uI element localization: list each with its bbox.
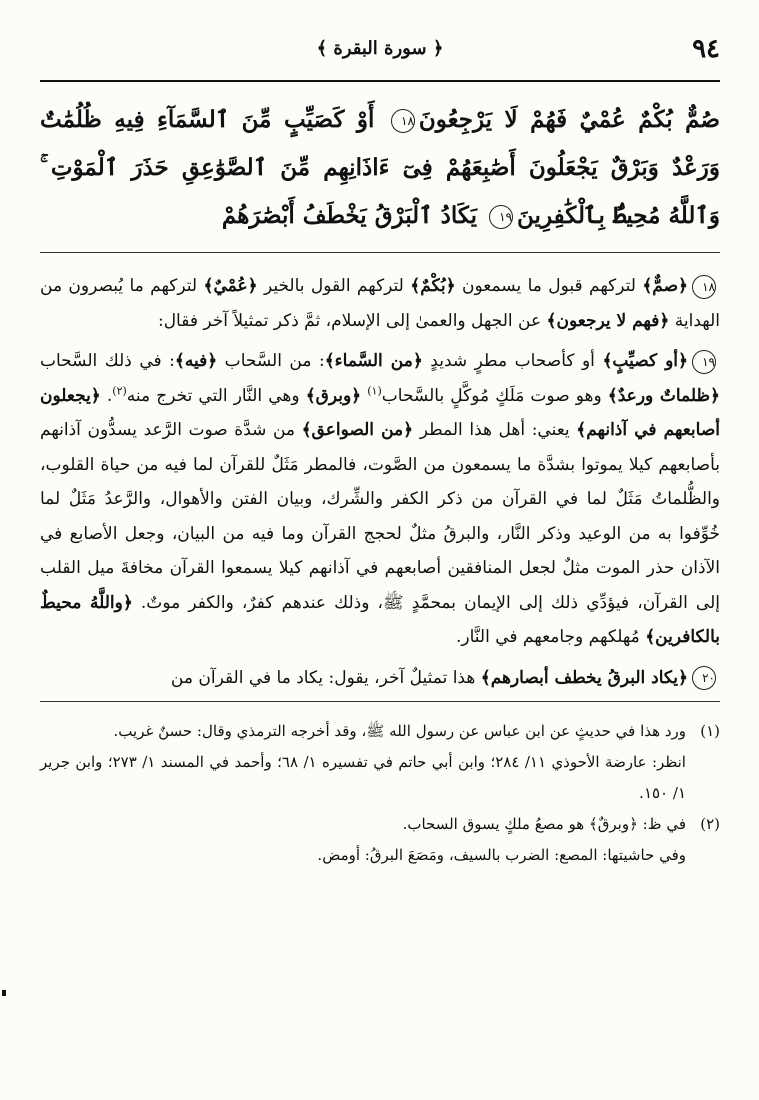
verse-number-marker: ١٨	[391, 109, 415, 133]
commentary-text: لتركهم القول بالخير	[257, 276, 411, 296]
page-number: ٩٤	[692, 34, 720, 64]
footnote-text: في ظ: ﴿وبرقٌ﴾ هو مصعُ ملكٍ يسوق السحاب.	[402, 815, 686, 833]
footnote-reference: (١)	[367, 383, 382, 397]
commentary-text: : من السَّحاب	[217, 351, 325, 371]
footnote-row	[40, 840, 720, 871]
footnote-row	[40, 809, 720, 840]
commentary-text: مُهلكهم وجامعهم في النَّار.	[455, 627, 646, 647]
quoted-verse-phrase: ﴿يكاد البرقُ يخطف أبصارهم﴾	[480, 667, 688, 688]
footnote-number: (٢)	[700, 815, 720, 833]
commentary-text: عن الجهل والعمىٰ إلى الإسلام، ثمَّ ذكر تمثيلاً آخر فقال:	[157, 310, 547, 331]
commentary-paragraph	[40, 269, 720, 338]
footnote-text: انظر: عارضة الأحوذي ١١/ ٢٨٤؛ وابن أبي حاتم في تفسيره ١/ ٦٨؛ وأحمد في المسند ١/ ٢٧٣؛ وابن جرير ١/ ١٥٠.	[40, 753, 686, 802]
quoted-verse-phrase: ﴿وبرق﴾	[305, 385, 362, 406]
commentary-text: من شدَّة صوت الرَّعد يسدُّون آذانهم بأصابعهم كيلا يموتوا بشدَّة ما يسمعون من الصَّوت، فالمطر مَثَلٌ للقرآن لما فيه من حياة القلوب، والظُّلماتُ مَثَلٌ لما في القرآن من ذكر الكفر والشِّرك، وبيان الفتن والأهوال، والرَّعدُ مَثَلٌ لما خُوِّفوا به من الوعيد وذكر النَّار، والبرقُ مثلٌ لحجج القرآن وما فيه من البيان، وجعل الأصابع في الآذان حذر الموت مثلٌ لجعل المنافقين أصابعهم في آذانهم كيلا يسمعوا القرآن مخافةَ ميل القلب إلى القرآن، فيؤدِّي ذلك إلى الإيمان بمحمَّدٍ ﷺ، وذلك عندهم كفرٌ، والكفر موتٌ.	[40, 420, 720, 613]
verse-number-marker: ١٨	[692, 275, 716, 299]
commentary-text: هذا تمثيلٌ آخر، يقول: يكاد ما في القرآن من	[170, 667, 481, 688]
quoted-verse-phrase: ﴿من الصواعق﴾	[301, 420, 414, 440]
commentary-text: وهو صوت مَلَكٍ مُوكَّلٍ بالسَّحاب	[381, 385, 608, 406]
footnote-row	[40, 716, 720, 747]
footnote-separator	[40, 701, 720, 702]
footnote-number: (١)	[700, 722, 720, 740]
quran-text: أَوْ كَصَيِّبٍ مِّنَ ٱلسَّمَآءِ فِيهِ ظُلُمَٰتٌ وَرَعْدٌ وَبَرْقٌ يَجْعَلُونَ أَصَٰبِعَهُمْ فِىٓ ءَاذَانِهِم مِّنَ ٱلصَّوَٰعِقِ حَذَرَ ٱلْمَوْتِ ۚ وَٱللَّهُ مُحِيطٌۢ بِٱلْكَٰفِرِينَ	[40, 106, 720, 229]
verse-number-marker: ٢٠	[692, 666, 716, 690]
commentary-paragraph	[40, 661, 720, 696]
footnote-indent	[686, 747, 720, 809]
commentary-paragraph	[40, 344, 720, 655]
quran-text: صُمٌّ بُكْمٌ عُمْيٌ فَهُمْ لَا يَرْجِعُونَ	[418, 106, 720, 133]
quran-separator	[40, 252, 720, 253]
footnote-indent	[686, 840, 720, 871]
quran-text: يَكَادُ ٱلْبَرْقُ يَخْطَفُ أَبْصَٰرَهُمْ	[221, 202, 486, 229]
footnote-text: وفي حاشيتها: المصع: الضرب بالسيف، ومَصَعَ البرقُ: أومض.	[317, 846, 686, 864]
quran-verses	[40, 96, 720, 240]
header-rule	[40, 80, 720, 82]
quoted-verse-phrase: ﴿صمٌّ﴾	[642, 276, 688, 296]
verse-number-marker: ١٩	[692, 350, 716, 374]
quoted-verse-phrase: ﴿فيه﴾	[174, 351, 218, 371]
quoted-verse-phrase: ﴿أو كصيِّبٍ﴾	[602, 351, 688, 371]
page-header	[40, 28, 720, 80]
quoted-verse-phrase: ﴿فهم لا يرجعون﴾	[546, 310, 670, 331]
footnote-text: ورد هذا في حديثٍ عن ابن عباس عن رسول الله ﷺ، وقد أخرجه الترمذي وقال: حسنٌ غريب.	[113, 722, 686, 740]
quoted-verse-phrase: ﴿عُمْيٌ﴾	[203, 276, 258, 296]
quoted-verse-phrase: ﴿ظلماتٌ ورعدٌ﴾	[607, 385, 720, 406]
footnote-reference: (٢)	[112, 383, 127, 397]
commentary-text: .	[100, 385, 113, 406]
footnote-row	[40, 747, 720, 809]
footnotes	[40, 716, 720, 871]
quoted-verse-phrase: ﴿من السَّماء﴾	[324, 351, 423, 371]
page	[40, 28, 720, 871]
commentary-text: : في ذلك السَّحاب	[40, 351, 175, 371]
quoted-verse-phrase: ﴿يجعلون أصابعهم في آذانهم﴾	[40, 385, 720, 440]
tafsir-commentary	[40, 269, 720, 695]
scan-mark	[2, 990, 6, 996]
quoted-verse-phrase: ﴿بُكْمٌ﴾	[410, 276, 456, 296]
commentary-text: أو كأصحاب مطرٍ شديدٍ	[422, 351, 603, 371]
quoted-verse-phrase: ﴿واللَّهُ محيطٌ بالكافرين﴾	[40, 592, 720, 647]
verse-number-marker: ١٩	[489, 205, 513, 229]
commentary-text: وهي النَّار التي تخرج منه	[126, 385, 306, 406]
surah-title: ﴿ سورة البقرة ﴾	[316, 38, 444, 59]
commentary-text: لتركهم ما يُبصرون من الهداية	[40, 276, 720, 331]
commentary-text: لتركهم قبول ما يسمعون	[455, 276, 643, 296]
commentary-text: يعني: أهل هذا المطر	[413, 420, 577, 440]
